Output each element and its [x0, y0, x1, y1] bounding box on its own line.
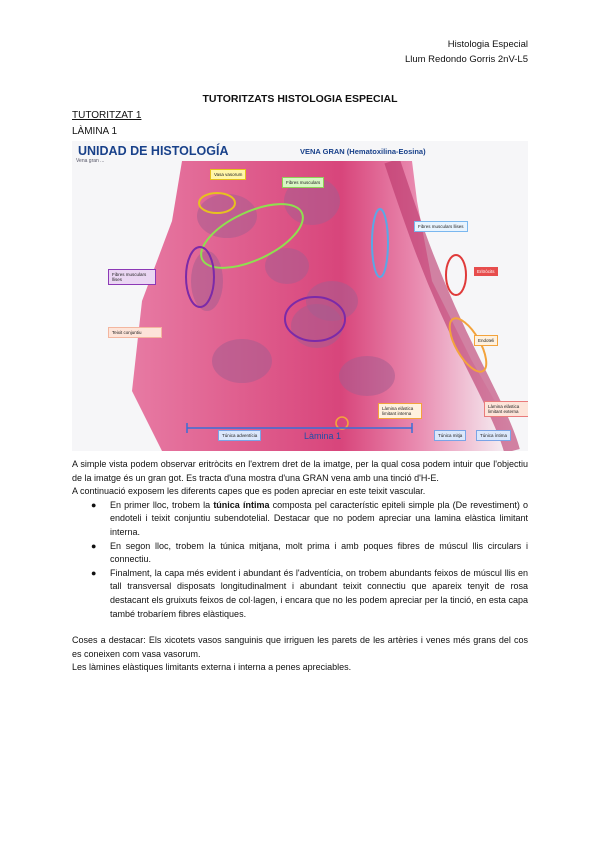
label-lamina-elastica-interna: Làmina elàstica limitant interna — [378, 403, 422, 419]
label-tunica-mitja: Túnica mitja — [434, 430, 466, 441]
tissue-micrograph — [72, 161, 528, 451]
label-tunica-intima: Túnica íntima — [476, 430, 511, 441]
label-lamina-elastica-externa: Làmina elàstica limitant externa — [484, 401, 528, 417]
muscle-bundle — [339, 356, 395, 396]
subsection-heading: LÀMINA 1 — [72, 126, 118, 137]
list-text: En segon lloc, trobem la túnica mitjana, molt prima i amb poques fibres de múscul llis circulars i connectiu. — [110, 540, 528, 565]
header-author: Llum Redondo Gorris 2nV-L5 — [404, 54, 528, 65]
list-item — [72, 499, 528, 540]
paragraph-highlight: Coses a destacar: Els xicotets vasos sanguinis que irriguen les parets de les artèries i venes més grans del cos es coneixen com vasa vasorum. — [72, 635, 528, 659]
header-course: Histologia Especial — [447, 39, 528, 50]
highlight-circle — [446, 255, 466, 295]
paragraph-lamines: Les làmines elàstiques limitants externa i interna a penes apreciables. — [72, 662, 352, 673]
label-fibres-musculars-llises-right: Fibres musculars llises — [414, 221, 468, 232]
muscle-bundle — [212, 339, 272, 383]
bullet: ● — [91, 499, 97, 510]
figure-subtitle: VENA GRAN (Hematoxilina-Eosina) — [300, 147, 426, 156]
section-heading: TUTORITZAT 1 — [72, 110, 142, 121]
figure-note: Vena gran ... — [76, 158, 105, 164]
label-fibres-musculars: Fibres musculars — [282, 177, 324, 188]
histology-figure — [72, 141, 528, 451]
label-tunica-adventicia: Túnica adventícia — [218, 430, 261, 441]
figure-title: UNIDAD DE HISTOLOGÍA — [78, 144, 229, 158]
list-text: En primer lloc, trobem la — [110, 499, 214, 510]
body-text — [72, 458, 528, 675]
layer-list — [72, 499, 528, 621]
label-eritrocits: Eritròcits — [474, 267, 498, 276]
bold-term: túnica íntima — [213, 499, 270, 510]
bullet: ● — [91, 567, 97, 578]
label-teixit-conjuntiu: Teixit conjuntiu — [108, 327, 162, 338]
bullet: ● — [91, 540, 97, 551]
list-item — [72, 540, 528, 567]
muscle-bundle — [197, 194, 257, 238]
label-vasa-vasorum: Vasa vasorum — [210, 169, 246, 180]
paragraph-intro: A simple vista podem observar eritròcits en l'extrem dret de la imatge, per la qual cosa podem intuir que l'objectiu de la imatge és un gran got. Es tracta d'una mostra d'una GRAN vena amb una tinció d'H-E. — [72, 459, 528, 483]
label-fibres-musculars-llises-left: Fibres musculars llises — [108, 269, 156, 285]
list-text: Finalment, la capa més evident i abundant és l'adventícia, on trobem abundants feixos de múscul llis en tall transversal disposats longitudinalment i abundant teixit connectiu que apareix tenyit de rosa destacant els gruixuts feixos de col·lagen, i encara que no les podem apreciar per la tinció, en esta capa també trobaríem fibres elàstiques. — [110, 567, 528, 619]
list-item — [72, 567, 528, 621]
lamina-label: Làmina 1 — [304, 431, 342, 441]
document-title: TUTORITZATS HISTOLOGIA ESPECIAL — [202, 93, 398, 105]
label-endoteli: Endoteli — [474, 335, 498, 346]
list-text: composta pel característic epiteli simple pla (De revestiment) o endoteli i teixit conjuntiu subendotelial. Destacar que no podem apreciar una lamina elàstica limitant interna. — [110, 499, 528, 537]
paragraph-layers: A continuació exposem les diferents capes que es poden apreciar en este teixit vascular. — [72, 486, 426, 497]
